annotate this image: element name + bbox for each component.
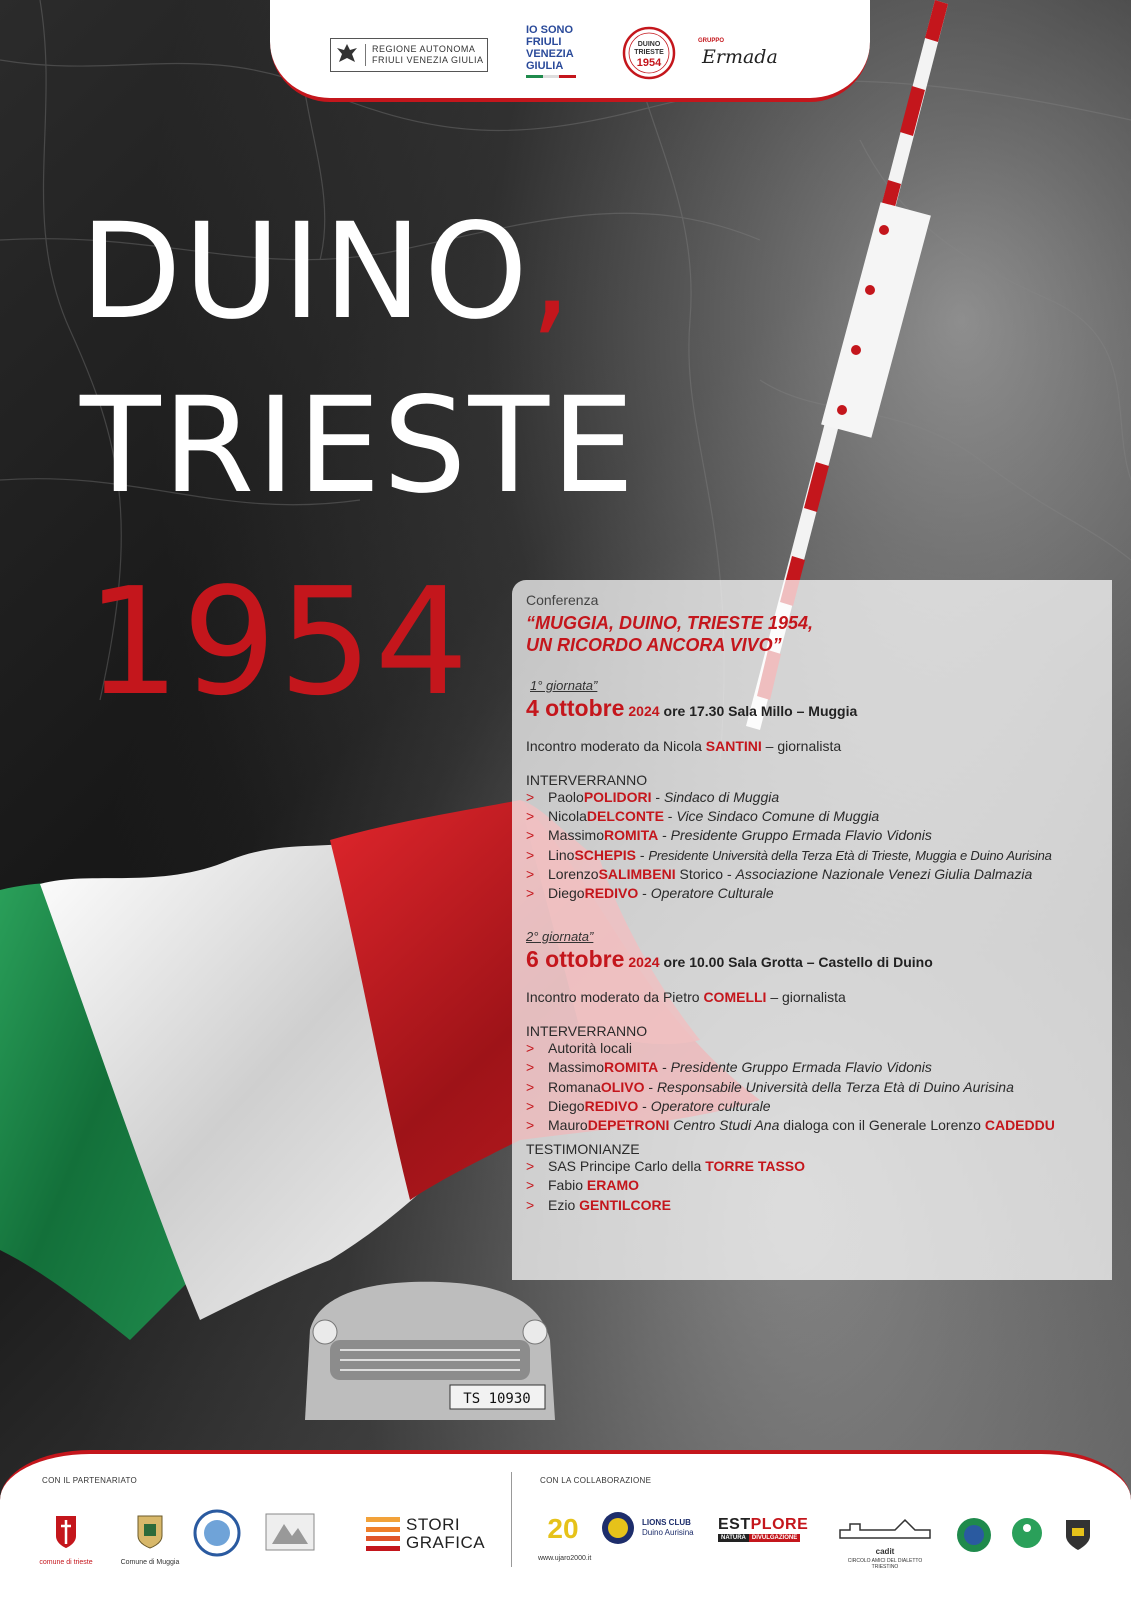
ermada-name: Ermada: [702, 46, 778, 68]
lions-line1: LIONS CLUB: [642, 1518, 691, 1527]
chevron-right-icon: >: [526, 1097, 535, 1114]
speaker-last: DELCONTE: [586, 808, 664, 825]
speaker-role: Operatore Culturale: [650, 885, 774, 902]
speaker-item: [526, 1039, 1106, 1058]
speaker-role: Associazione Nazionale Venezi Giulia Dalmazia: [735, 865, 1033, 882]
storigrafica-line1: STORI: [406, 1515, 461, 1534]
radio-logo-icon: [955, 1516, 993, 1554]
footer-partners: [0, 1450, 1131, 1600]
comune-muggia-logo: [120, 1510, 180, 1566]
speaker-item: [526, 807, 1106, 826]
title-duino-text: DUINO: [80, 195, 530, 349]
conference-title-line1: “MUGGIA, DUINO, TRIESTE 1954,: [526, 613, 814, 633]
footer-divider: [511, 1472, 512, 1567]
iosono-line: FRIULI: [526, 36, 562, 48]
svg-text:20: 20: [547, 1513, 579, 1544]
speaker-item: [526, 826, 1106, 845]
ujaro-logo: [538, 1508, 592, 1562]
testimony-first: Fabio: [548, 1177, 587, 1194]
cadit-name: cadit: [875, 1547, 895, 1556]
day2-year: 2024: [628, 954, 660, 971]
comune-trieste-caption: comune di trieste: [39, 1559, 93, 1566]
storigrafica-line2: GRAFICA: [406, 1533, 486, 1552]
header-logo-bar: [270, 0, 870, 102]
day1-label: 1° giornata”: [530, 678, 598, 693]
speaker-last: ROMITA: [604, 1059, 659, 1076]
ermada-gruppo-label: GRUPPO: [698, 38, 725, 44]
speaker-last: DEPETRONI: [587, 1117, 670, 1134]
speaker-first: Romana: [548, 1078, 601, 1095]
ujaro-20-icon: [538, 1508, 588, 1548]
testimony-item: [526, 1157, 1106, 1176]
collab-label: CON LA COLLABORAZIONE: [540, 1476, 652, 1485]
estplore-logo: [718, 1516, 808, 1542]
chevron-right-icon: >: [526, 1078, 535, 1095]
speaker-sep: -: [658, 827, 671, 844]
seal-year: 1954: [636, 57, 662, 69]
club-shield-icon: [1062, 1516, 1094, 1552]
speaker-first: Autorità locali: [548, 1040, 633, 1057]
storigrafica-logo: [366, 1516, 485, 1552]
speaker-role: Responsabile Università della Terza Età di Duino Aurisina: [656, 1078, 1014, 1095]
iosono-line: GIULIA: [526, 60, 564, 72]
regione-line1: REGIONE AUTONOMA: [372, 44, 476, 54]
testimonianze-heading: TESTIMONIANZE: [526, 1141, 640, 1158]
seal-text-top: DUINO: [637, 41, 661, 48]
moderator-prefix: Incontro moderato da Nicola: [526, 738, 706, 754]
speaker-extra-name: CADEDDU: [984, 1117, 1055, 1134]
speaker-first: Lino: [548, 846, 575, 863]
testimony-item: [526, 1176, 1106, 1195]
speaker-item: [526, 1097, 1106, 1116]
speaker-last: SALIMBENI: [598, 865, 676, 882]
day2-label: 2° giornata”: [526, 929, 594, 945]
green-sport-logo-icon: [1010, 1516, 1044, 1550]
day2-time-place: ore 10.00 Sala Grotta – Castello di Duino: [663, 954, 933, 971]
chevron-right-icon: >: [526, 789, 535, 805]
chevron-right-icon: >: [526, 865, 535, 882]
duino-trieste-1954-seal: [622, 26, 676, 80]
speaker-role: Presidente Gruppo Ermada Flavio Vidonis: [670, 1059, 932, 1076]
day2-moderator: [526, 989, 1106, 1005]
estplore-bot-b: DIVULGAZIONE: [749, 1534, 800, 1542]
speaker-sep: -: [651, 789, 664, 805]
speaker-first: Massimo: [548, 1059, 605, 1076]
moderator-name: COMELLI: [703, 989, 767, 1006]
testimony-item: [526, 1196, 1106, 1215]
day1-date-line: [526, 695, 1106, 722]
speaker-last: REDIVO: [584, 885, 639, 902]
gruppo-ermada-logo: [698, 38, 808, 72]
speaker-role: Centro Studi Ana: [673, 1117, 780, 1134]
regione-fvg-logo: [330, 38, 488, 72]
io-sono-fvg-logo: [526, 24, 596, 78]
conference-details: [526, 592, 1106, 1215]
day1-year: 2024: [628, 703, 660, 719]
title-comma: ,: [529, 195, 574, 349]
chevron-right-icon: >: [526, 1040, 535, 1057]
speaker-item: [526, 846, 1106, 865]
seal-text-mid: TRIESTE: [634, 49, 664, 56]
conference-title: [526, 612, 1106, 656]
speaker-sep: -: [638, 885, 651, 902]
muggia-crest-icon: [120, 1510, 180, 1552]
speaker-role: Presidente Gruppo Ermada Flavio Vidonis: [670, 827, 932, 844]
day1-moderator: [526, 738, 1106, 754]
testimony-last: TORRE TASSO: [705, 1158, 806, 1175]
speaker-first: Massimo: [548, 827, 605, 844]
speaker-role: Sindaco di Muggia: [663, 789, 780, 805]
storigrafica-bars-icon: [366, 1517, 400, 1551]
cadit-caption: CIRCOLO AMICI DEL DIALETTO TRIESTINO: [847, 1558, 923, 1570]
italian-flag-bar: [526, 75, 576, 78]
castle-skyline-icon: [835, 1514, 935, 1540]
cadit-logo: [835, 1514, 935, 1570]
iosono-line: IO SONO: [526, 24, 574, 36]
speaker-first: Diego: [548, 1097, 585, 1114]
halberd-shield-icon: [38, 1512, 94, 1552]
speaker-item: [526, 884, 1106, 903]
lions-line2: Duino Aurisina: [642, 1528, 694, 1537]
speaker-sep: Storico -: [675, 865, 736, 882]
chevron-right-icon: >: [526, 827, 535, 844]
speaker-last: SCHEPIS: [574, 846, 636, 863]
speaker-item: [526, 1116, 1106, 1135]
day2-date: 6 ottobre: [526, 946, 625, 973]
chevron-right-icon: >: [526, 885, 535, 902]
estplore-top-a: EST: [718, 1516, 751, 1533]
testimony-first: Ezio: [548, 1196, 580, 1213]
testimony-last: GENTILCORE: [579, 1196, 671, 1213]
regione-line2: FRIULI VENEZIA GIULIA: [372, 55, 484, 65]
iosono-line: VENEZIA: [526, 48, 574, 60]
title-line-trieste: TRIESTE: [80, 369, 637, 523]
partner-label: CON IL PARTENARIATO: [42, 1476, 138, 1485]
association-stamp-icon: [262, 1510, 318, 1554]
chevron-right-icon: >: [526, 1177, 535, 1194]
chevron-right-icon: >: [526, 1158, 535, 1175]
speaker-last: POLIDORI: [583, 789, 652, 805]
university-seal-icon: [192, 1508, 242, 1558]
speaker-first: Lorenzo: [548, 865, 599, 882]
day2-date-line: [526, 946, 1106, 973]
speaker-item: [526, 865, 1106, 884]
speaker-last: ROMITA: [604, 827, 659, 844]
lions-club-logo: [600, 1510, 694, 1546]
license-plate: TS 10930: [463, 1391, 531, 1407]
speaker-sep: -: [638, 1097, 651, 1114]
comune-muggia-caption: Comune di Muggia: [120, 1559, 180, 1566]
day2-speakers-heading: INTERVERRANNO: [526, 1023, 648, 1040]
chevron-right-icon: >: [526, 1196, 535, 1213]
speaker-item: [526, 1078, 1106, 1097]
moderator-name: SANTINI: [705, 738, 762, 754]
vintage-car: [300, 1270, 560, 1440]
estplore-bot-a: NATURA: [718, 1534, 749, 1542]
conference-label: Conferenza: [526, 592, 599, 608]
speaker-extra: dialoga con il Generale Lorenzo: [779, 1117, 985, 1134]
testimonianze-list: [526, 1157, 1106, 1215]
speaker-first: Diego: [548, 885, 585, 902]
speaker-sep: -: [663, 808, 677, 825]
speaker-role: Operatore culturale: [650, 1097, 771, 1114]
day1-time-place: ore 17.30 Sala Millo – Muggia: [663, 703, 858, 719]
lions-emblem-icon: [600, 1510, 636, 1546]
chevron-right-icon: >: [526, 1059, 535, 1076]
speaker-sep: -: [644, 1078, 657, 1095]
speaker-sep: -: [635, 846, 649, 863]
speaker-first: Paolo: [548, 789, 584, 805]
chevron-right-icon: >: [526, 808, 535, 825]
day1-speaker-list: [526, 788, 1106, 903]
day2-speaker-list: [526, 1039, 1106, 1135]
moderator-suffix: – giornalista: [761, 738, 842, 754]
speaker-last: OLIVO: [600, 1078, 645, 1095]
moderator-suffix: – giornalista: [766, 989, 846, 1006]
day1-date: 4 ottobre: [526, 695, 625, 721]
estplore-top-b: PLORE: [750, 1516, 809, 1533]
speaker-first: Mauro: [548, 1117, 588, 1134]
ujaro-caption: www.ujaro2000.it: [538, 1555, 592, 1562]
title-year: 1954: [86, 556, 471, 728]
comune-trieste-logo: [38, 1512, 94, 1566]
testimony-last: ERAMO: [586, 1177, 640, 1194]
chevron-right-icon: >: [526, 846, 535, 863]
speaker-sep: -: [658, 1059, 671, 1076]
title-line-duino: [80, 195, 574, 349]
speaker-role: Presidente Università della Terza Età di Trieste, Muggia e Duino Aurisina: [648, 847, 1052, 863]
conference-title-line2: UN RICORDO ANCORA VIVO”: [526, 635, 782, 655]
eagle-icon: [335, 42, 359, 68]
speaker-first: Nicola: [548, 808, 587, 825]
moderator-prefix: Incontro moderato da Pietro: [526, 989, 704, 1006]
speaker-item: [526, 1058, 1106, 1077]
chevron-right-icon: >: [526, 1117, 535, 1134]
testimony-first: SAS Principe Carlo della: [548, 1158, 706, 1175]
day1-speakers-heading: INTERVERRANNO: [526, 772, 648, 788]
speaker-item: [526, 788, 1106, 807]
speaker-last: REDIVO: [584, 1097, 639, 1114]
speaker-role: Vice Sindaco Comune di Muggia: [676, 808, 880, 825]
